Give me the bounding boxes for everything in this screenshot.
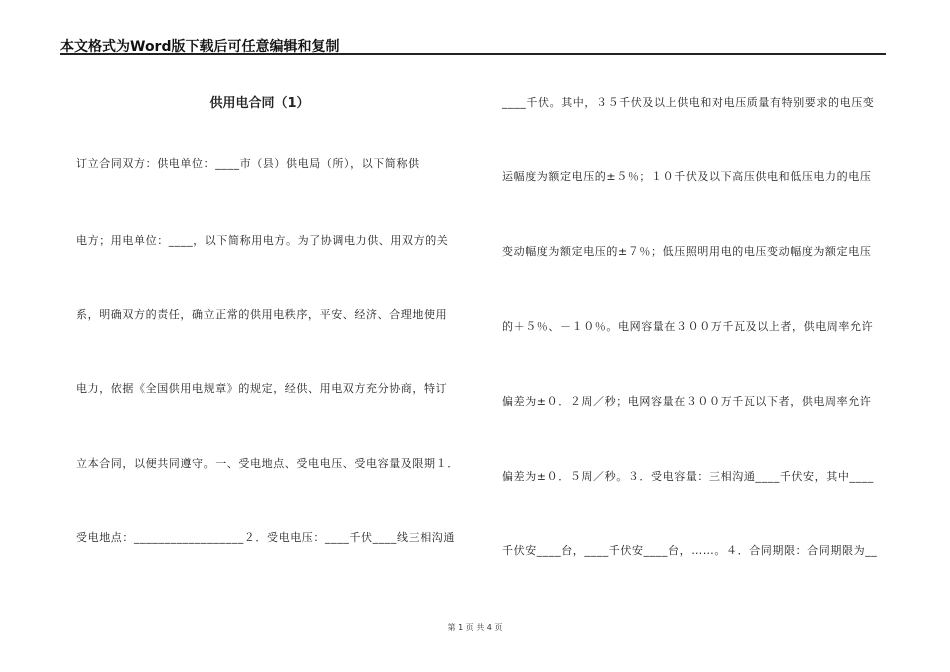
header-divider [60, 53, 886, 55]
document-banner: 本文格式为Word版下载后可任意编辑和复制 [60, 39, 340, 55]
right-column-line: 运幅度为额定电压的±５％；１０千伏及以下高压供电和低压电力的电压 [502, 170, 872, 183]
right-column-line: 千伏安____台，____千伏安____台，……。４．合同期限：合同期限为__ [502, 544, 878, 557]
right-column-line: 的＋５％、－１０％。电网容量在３００万千瓦及以上者，供电周率允许 [502, 320, 874, 333]
right-column-line: 偏差为±０．２周／秒；电网容量在３００万千瓦以下者，供电周率允许 [502, 395, 872, 408]
left-column-line: 受电地点：__________________２．受电电压：____千伏____线三相沟通 [76, 531, 455, 544]
left-column-line: 电力，依据《全国供用电规章》的规定，经供、用电双方充分协商，特订 [76, 382, 448, 395]
left-column-line: 系，明确双方的责任，确立正常的供用电秩序，平安、经济、合理地使用 [76, 308, 448, 321]
document-title: 供用电合同（1） [209, 96, 310, 111]
left-column-line: 立本合同，以便共同遵守。一、受电地点、受电电压、受电容量及限期１． [76, 457, 459, 470]
left-column-line: 订立合同双方：供电单位：____市（县）供电局（所），以下简称供 [76, 157, 420, 170]
left-column-line: 电方；用电单位：____，以下简称用电方。为了协调电力供、用双方的关 [76, 234, 449, 247]
right-column-line: 偏差为±０．５周／秒。３．受电容量：三相沟通____千伏安，其中____ [502, 470, 874, 483]
right-column-line: 变动幅度为额定电压的±７％；低压照明用电的电压变动幅度为额定电压 [502, 245, 872, 258]
page-number-footer: 第 1 页 共 4 页 [447, 623, 503, 632]
right-column-line: ____千伏。其中，３５千伏及以上供电和对电压质量有特别要求的电压变 [502, 96, 875, 109]
